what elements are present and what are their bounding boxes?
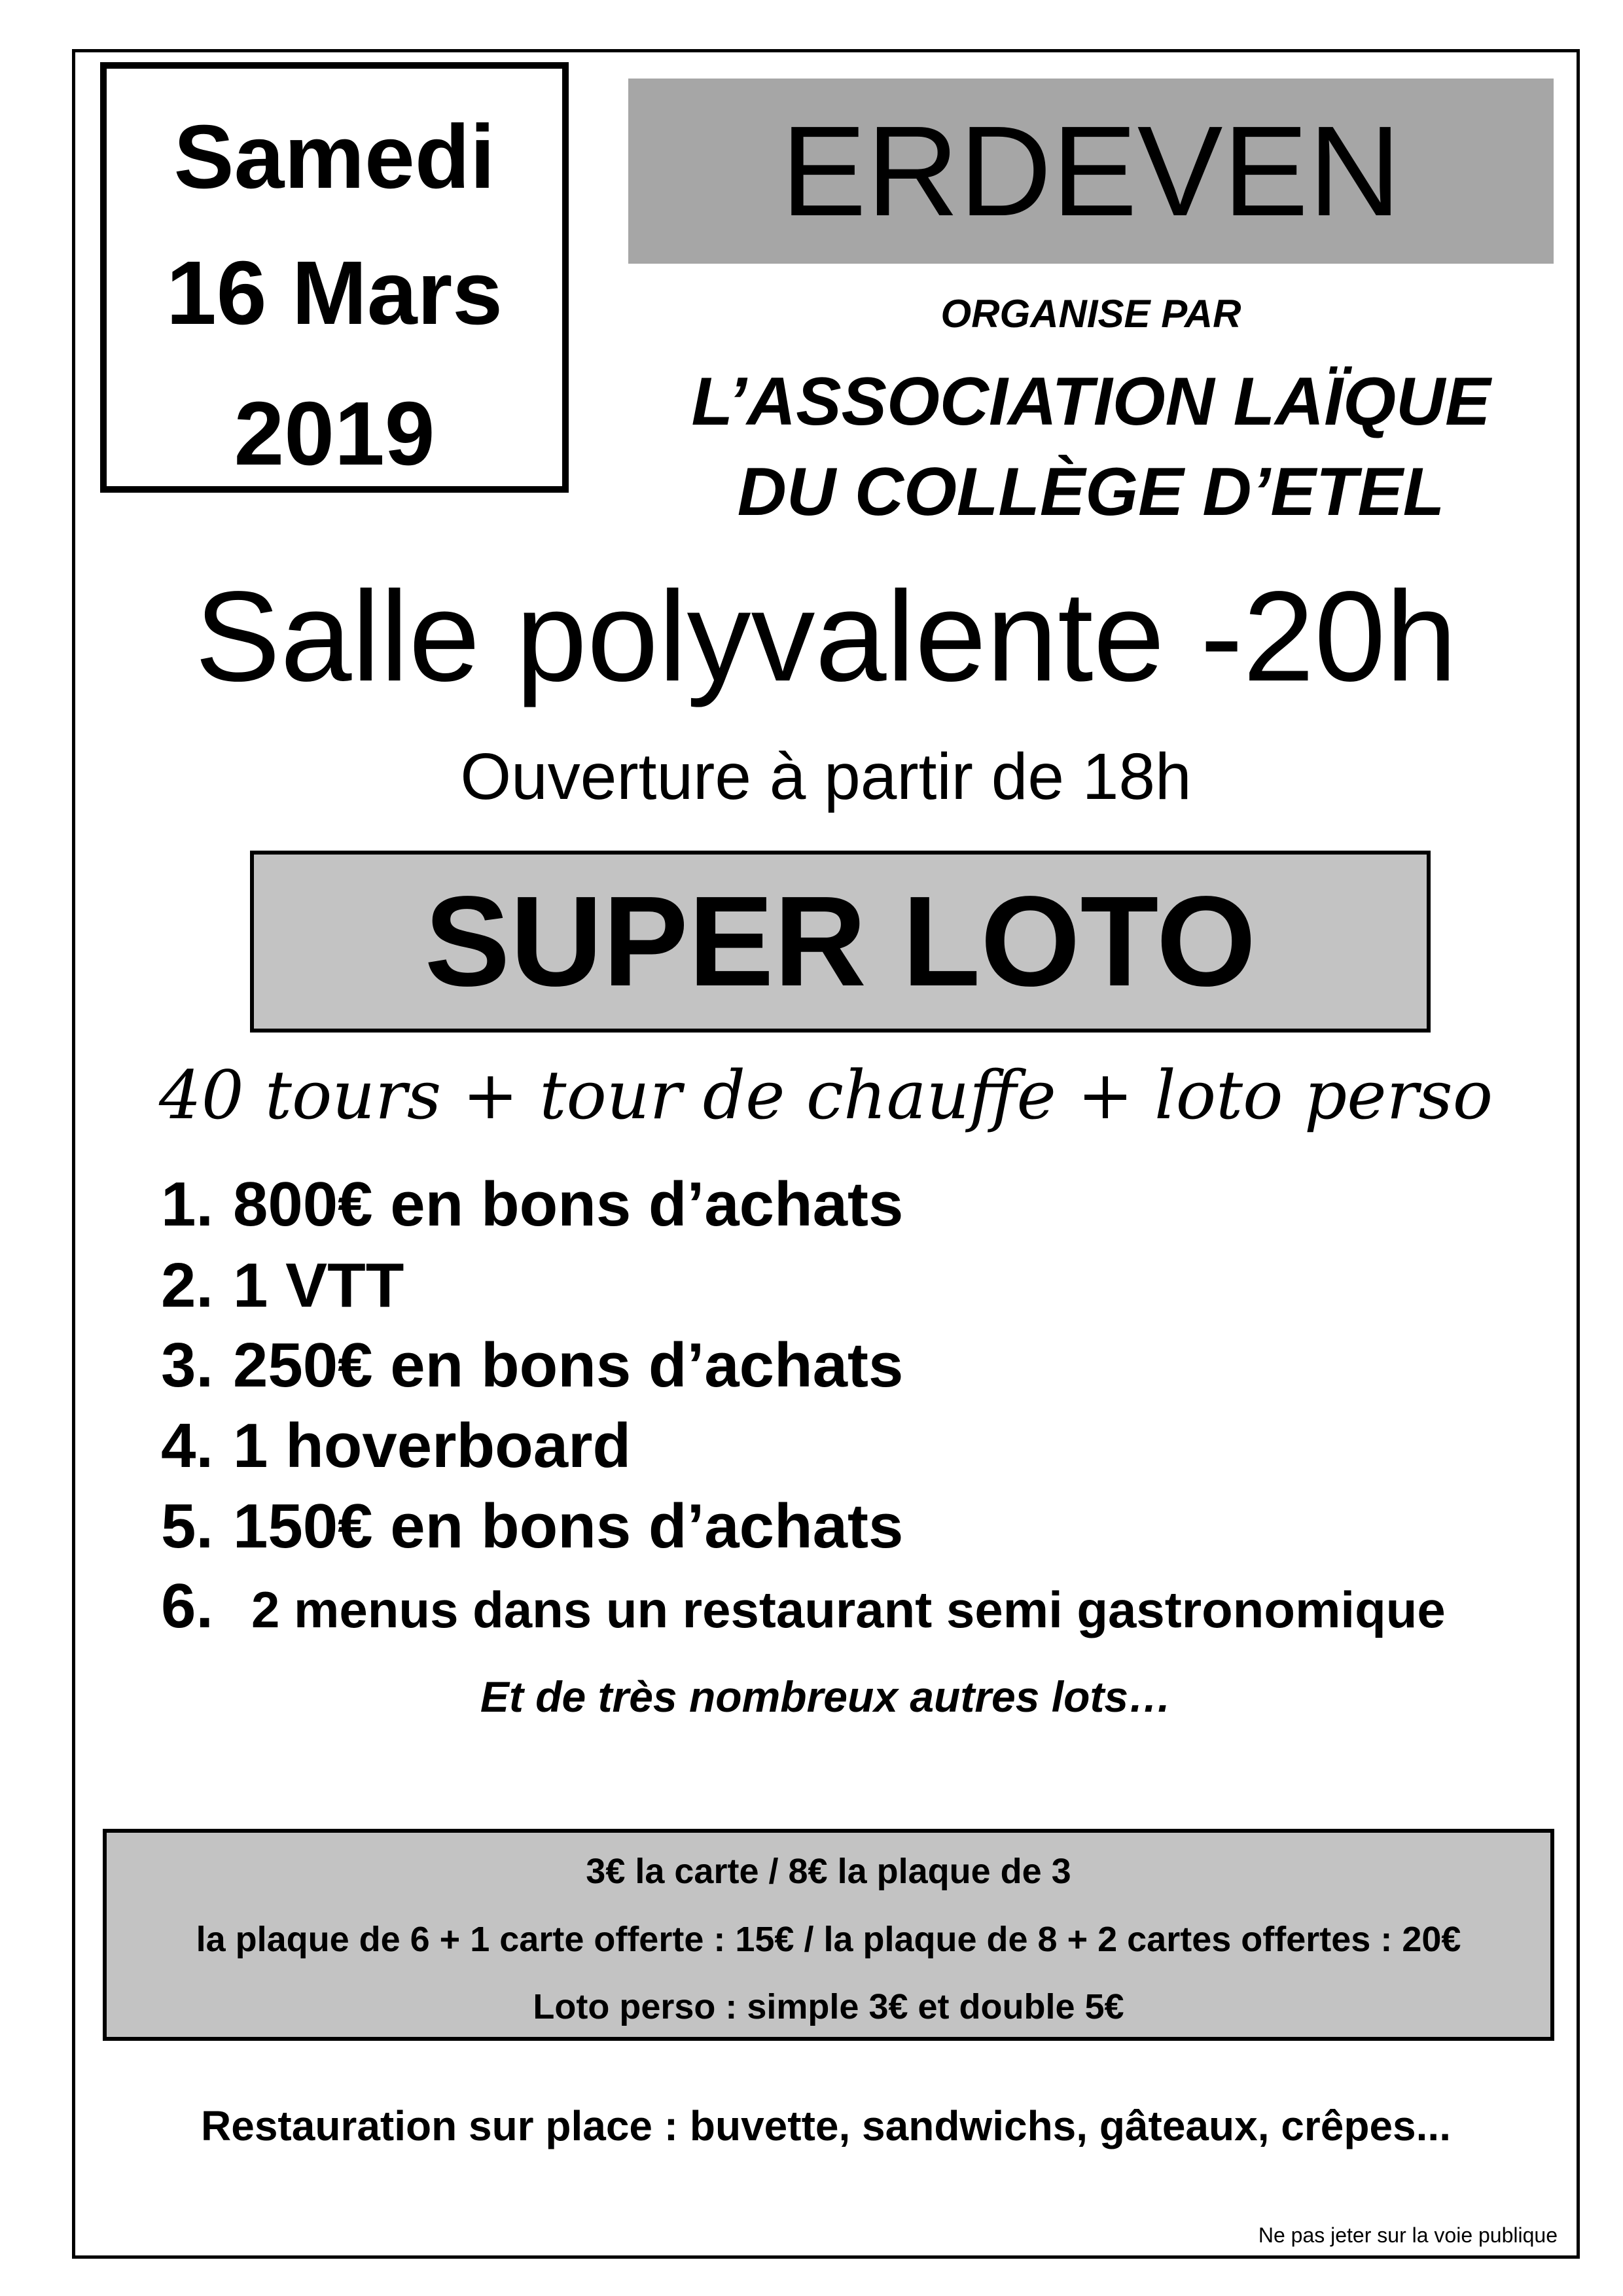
- prize-item: [111, 1250, 404, 1322]
- town-name: ERDEVEN: [781, 99, 1401, 243]
- prize-label: 1 VTT: [233, 1250, 404, 1320]
- date-year: 2019: [234, 383, 435, 484]
- prize-number: 2.: [160, 1250, 213, 1320]
- prize-item: [111, 1570, 1446, 1642]
- more-prizes: Et de très nombreux autres lots…: [480, 1672, 1172, 1721]
- prize-number: 4.: [160, 1411, 213, 1481]
- organizer-line-2: DU COLLÈGE D’ETEL: [737, 454, 1445, 530]
- prize-label: 800€ en bons d’achats: [233, 1169, 904, 1239]
- pricing-line-2: la plaque de 6 + 1 carte offerte : 15€ / la plaque de 8 + 2 cartes offertes : 20€: [196, 1920, 1461, 1959]
- town-banner: [628, 79, 1554, 264]
- prize-label: 250€ en bons d’achats: [233, 1330, 904, 1400]
- prize-label: 2 menus dans un restaurant semi gastronomique: [251, 1581, 1446, 1638]
- date-day: Samedi: [173, 107, 495, 207]
- food-info: Restauration sur place : buvette, sandwichs, gâteaux, crêpes...: [201, 2102, 1451, 2149]
- prize-item: [111, 1169, 903, 1241]
- prize-item: [111, 1410, 631, 1482]
- prize-item: [111, 1330, 903, 1402]
- organizer-intro: ORGANISE PAR: [940, 292, 1241, 336]
- opening-time: Ouverture à partir de 18h: [460, 740, 1192, 813]
- rounds-info: 40 tours + tour de chauffe + loto perso: [158, 1057, 1493, 1135]
- prize-number: 5.: [160, 1491, 213, 1561]
- event-title: SUPER LOTO: [424, 870, 1257, 1013]
- title-banner: [250, 851, 1431, 1033]
- prize-number: 6.: [160, 1571, 213, 1641]
- date-day-month: 16 Mars: [166, 243, 503, 344]
- prize-number: 1.: [160, 1169, 213, 1239]
- pricing-line-3: Loto perso : simple 3€ et double 5€: [533, 1987, 1124, 2026]
- footer-note: Ne pas jeter sur la voie publique: [1258, 2223, 1558, 2247]
- prize-item: [111, 1491, 903, 1563]
- venue-time: Salle polyvalente -20h: [194, 565, 1457, 708]
- pricing-line-1: 3€ la carte / 8€ la plaque de 3: [586, 1852, 1071, 1891]
- pricing-box: [103, 1829, 1554, 2041]
- prize-label: 150€ en bons d’achats: [233, 1491, 904, 1561]
- organizer-line-1: L’ASSOCIATION LAÏQUE: [691, 364, 1491, 440]
- prize-label: 1 hoverboard: [233, 1411, 632, 1481]
- date-box: [100, 62, 569, 493]
- prize-number: 3.: [160, 1330, 213, 1400]
